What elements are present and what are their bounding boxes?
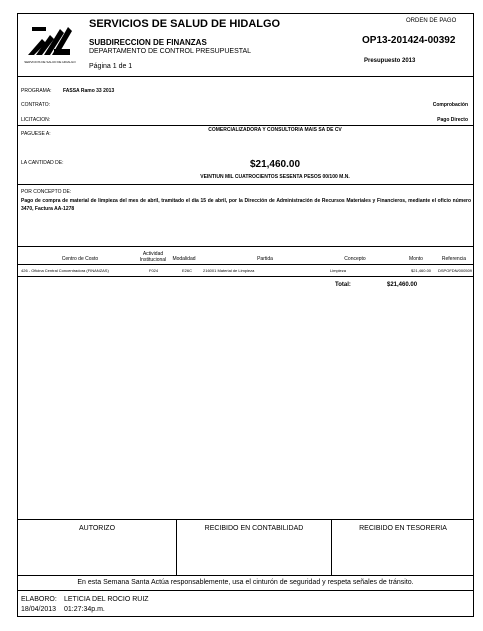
footer-message: En esta Semana Santa Actúa responsablemente, usa el cinturón de seguridad y respeta señales de tránsito. <box>77 579 414 586</box>
concept-text: Pago de compra de material de limpieza del mes de abril, tramitado el día 15 de abril, por la Dirección de Administración de Recursos Materiales y Financieros, mediante el oficio número 3470, Factura AA-1278 <box>21 198 471 212</box>
elaboro-name: LETICIA DEL ROCIO RUIZ <box>64 596 149 603</box>
col-header-actividad: Actividad Institucional <box>139 251 167 263</box>
programa-label: PROGRAMA: <box>21 88 52 94</box>
table-row <box>18 267 473 275</box>
table-row-underline <box>18 276 473 277</box>
presupuesto: Presupuesto 2013 <box>364 58 416 64</box>
divider <box>17 590 474 591</box>
amount-value: $21,460.00 <box>249 159 301 170</box>
departamento: DEPARTAMENTO DE CONTROL PRESUPUESTAL <box>89 48 252 55</box>
divider <box>17 575 474 576</box>
row-concepto: Limpieza <box>330 268 347 273</box>
row-referencia: DSPOFDN/000509 <box>438 268 473 273</box>
autorizo-label: AUTORIZO <box>78 525 116 532</box>
divider <box>17 184 474 185</box>
total-label: Total: <box>335 282 351 288</box>
divider <box>17 519 474 520</box>
row-actividad: F024 <box>149 268 159 273</box>
org-logo <box>24 19 76 65</box>
concept-label: POR CONCEPTO DE: <box>21 189 72 195</box>
footer-time: 01:27:34p.m. <box>64 606 105 613</box>
payee-label: PAGUESE A: <box>21 131 51 137</box>
logo-caption: SERVICIOS DE SALUD DE HIDALGO <box>24 60 76 64</box>
col-header-monto: Monto <box>409 256 423 262</box>
row-monto: $21,460.00 <box>411 268 432 273</box>
table-header-underline <box>18 264 473 265</box>
col-header-partida: Partida <box>257 256 273 262</box>
contrato-label: CONTRATO: <box>21 102 50 108</box>
divider <box>17 76 474 77</box>
page-indicator: Página 1 de 1 <box>89 63 133 70</box>
tesoreria-label: RECIBIDO EN TESORERIA <box>359 525 447 532</box>
amount-label: LA CANTIDAD DE: <box>21 160 64 166</box>
col-header-concepto: Concepto <box>344 256 366 262</box>
folio-number: OP13-201424-00392 <box>362 35 456 46</box>
row-modalidad: E26C <box>182 268 193 273</box>
hidalgo-logo-icon <box>24 19 76 65</box>
pago-directo-label: Pago Directo <box>437 117 468 123</box>
col-header-centro: Centro de Costo <box>61 256 99 262</box>
col-header-modalidad: Modalidad <box>172 256 196 262</box>
amount-words: VEINTIUN MIL CUATROCIENTOS SESENTA PESOS 00/100 M.N. <box>200 174 350 180</box>
licitacion-label: LICITACION: <box>21 117 51 123</box>
programa-value: FASSA Ramo 33 2013 <box>63 88 115 94</box>
total-value: $21,460.00 <box>387 282 418 288</box>
row-centro: 426 - Oficina Central Concentradora (FINANZAS) <box>21 268 109 273</box>
row-partida: 216001 Material de Limpieza <box>203 268 255 273</box>
subdireccion: SUBDIRECCION DE FINANZAS <box>89 38 207 47</box>
doc-type: ORDEN DE PAGO <box>406 18 457 24</box>
col-header-referencia: Referencia <box>441 256 467 262</box>
footer-date: 18/04/2013 <box>21 606 57 613</box>
divider <box>17 125 474 126</box>
comprobacion-label: Comprobación <box>432 102 468 108</box>
elaboro-label: ELABORO: <box>21 596 57 603</box>
org-name: SERVICIOS DE SALUD DE HIDALGO <box>89 18 281 30</box>
contabilidad-label: RECIBIDO EN CONTABILIDAD <box>204 525 304 532</box>
payee-value: COMERCIALIZADORA Y CONSULTORIA MAIS SA DE CV <box>208 127 342 133</box>
divider <box>17 246 474 247</box>
